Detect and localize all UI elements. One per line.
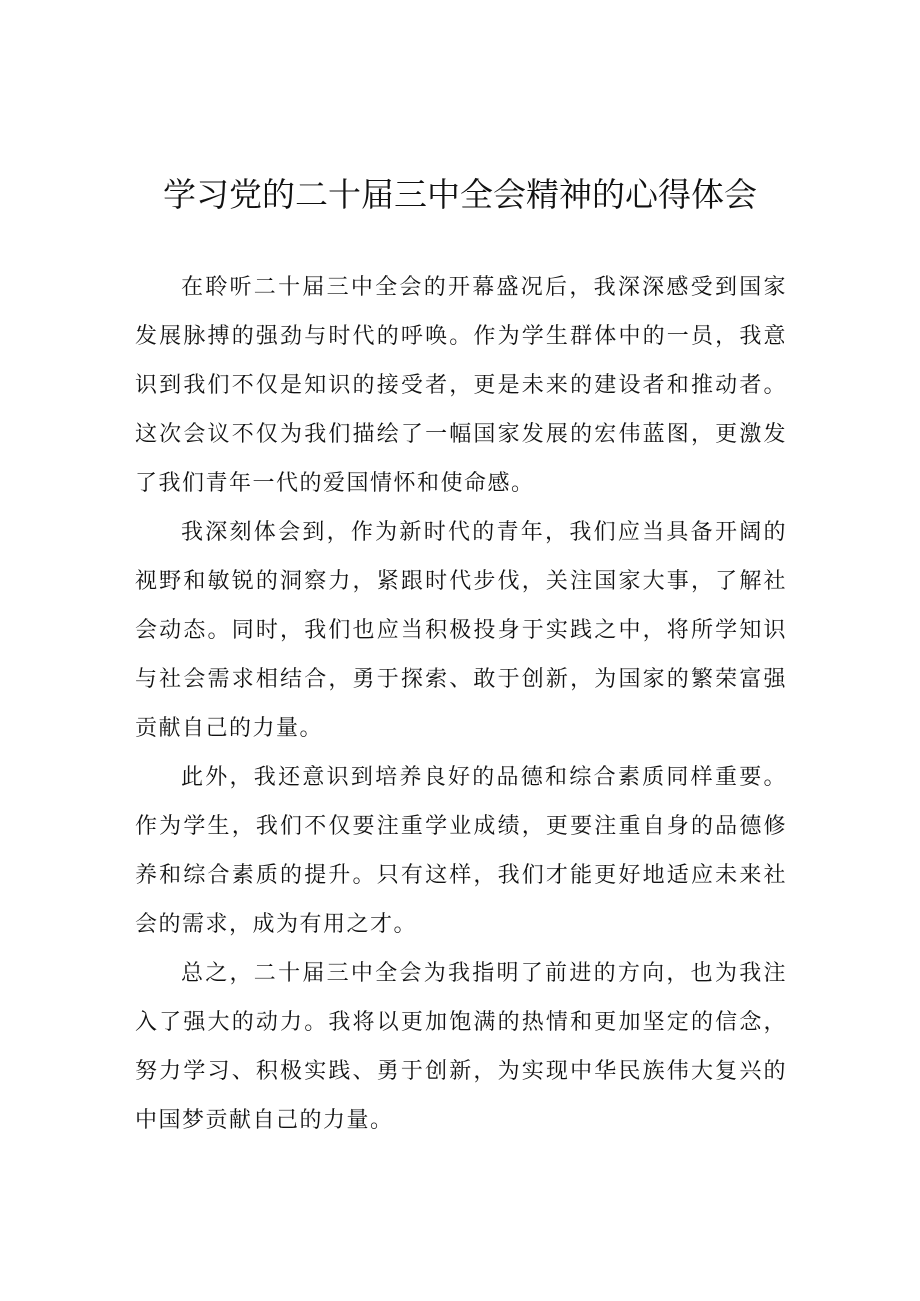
paragraph-1: 在聆听二十届三中全会的开幕盛况后，我深深感受到国家发展脉搏的强劲与时代的呼唤。作为学生群体中的一员，我意识到我们不仅是知识的接受者，更是未来的建设者和推动者。这次会议不仅为我们描绘了一幅国家发展的宏伟蓝图，更激发了我们青年一代的爱国情怀和使命感。 xyxy=(135,275,787,496)
paragraph-4: 总之，二十届三中全会为我指明了前进的方向，也为我注入了强大的动力。我将以更加饱满的热情和更加坚定的信念，努力学习、积极实践、勇于创新，为实现中华民族伟大复兴的中国梦贡献自己的力量。 xyxy=(135,961,787,1133)
paragraph-3: 此外，我还意识到培养良好的品德和综合素质同样重要。作为学生，我们不仅要注重学业成绩，更要注重自身的品德修养和综合素质的提升。只有这样，我们才能更好地适应未来社会的需求，成为有用之才。 xyxy=(135,765,787,937)
paragraph-2: 我深刻体会到，作为新时代的青年，我们应当具备开阔的视野和敏锐的洞察力，紧跟时代步伐，关注国家大事，了解社会动态。同时，我们也应当积极投身于实践之中，将所学知识与社会需求相结合，勇于探索、敢于创新，为国家的繁荣富强贡献自己的力量。 xyxy=(135,520,787,741)
document-body xyxy=(135,263,787,1145)
document-title: 学习党的二十届三中全会精神的心得体会 xyxy=(163,175,757,214)
